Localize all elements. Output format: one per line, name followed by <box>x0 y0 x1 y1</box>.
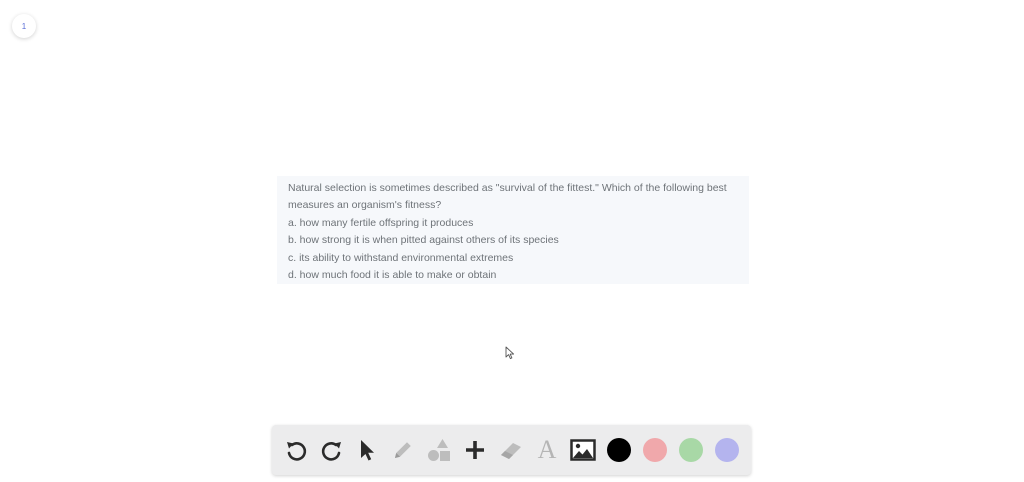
lavender-swatch <box>715 438 739 462</box>
image-icon <box>570 438 596 462</box>
shapes-tool-button[interactable] <box>426 437 452 463</box>
answer-option-b: b. how strong it is when pitted against others of its species <box>288 234 559 247</box>
undo-button[interactable] <box>283 437 309 463</box>
redo-button[interactable] <box>319 437 345 463</box>
shapes-icon <box>426 437 452 463</box>
page-indicator[interactable] <box>12 14 36 38</box>
pink-swatch <box>643 438 667 462</box>
pointer-icon <box>355 438 379 462</box>
undo-icon <box>284 438 308 462</box>
color-swatch-black[interactable] <box>606 437 632 463</box>
answer-option-d: d. how much food it is able to make or obtain <box>288 269 497 282</box>
redo-icon <box>320 438 344 462</box>
page-indicator-label: 1 <box>21 21 27 31</box>
question-line: measures an organism's fitness? <box>288 199 442 212</box>
color-swatch-lavender[interactable] <box>714 437 740 463</box>
black-swatch <box>607 438 631 462</box>
add-button[interactable] <box>462 437 488 463</box>
select-tool-button[interactable] <box>354 437 380 463</box>
mouse-cursor-icon <box>505 346 515 360</box>
green-swatch <box>679 438 703 462</box>
text-tool-button[interactable] <box>534 437 560 463</box>
answer-option-a: a. how many fertile offspring it produces <box>288 216 474 229</box>
color-swatch-pink[interactable] <box>642 437 668 463</box>
pencil-tool-button[interactable] <box>390 437 416 463</box>
question-line: Natural selection is sometimes described as "survival of the fittest." Which of the following best <box>288 182 727 194</box>
question-card <box>277 176 749 284</box>
answer-option-c: c. its ability to withstand environmental extremes <box>288 251 514 264</box>
eraser-tool-button[interactable] <box>498 437 524 463</box>
text-icon: A <box>537 435 557 464</box>
plus-icon <box>463 438 487 462</box>
eraser-icon <box>498 437 524 463</box>
color-swatch-green[interactable] <box>678 437 704 463</box>
drawing-toolbar <box>272 425 751 475</box>
image-tool-button[interactable] <box>570 437 596 463</box>
pencil-icon <box>391 438 415 462</box>
